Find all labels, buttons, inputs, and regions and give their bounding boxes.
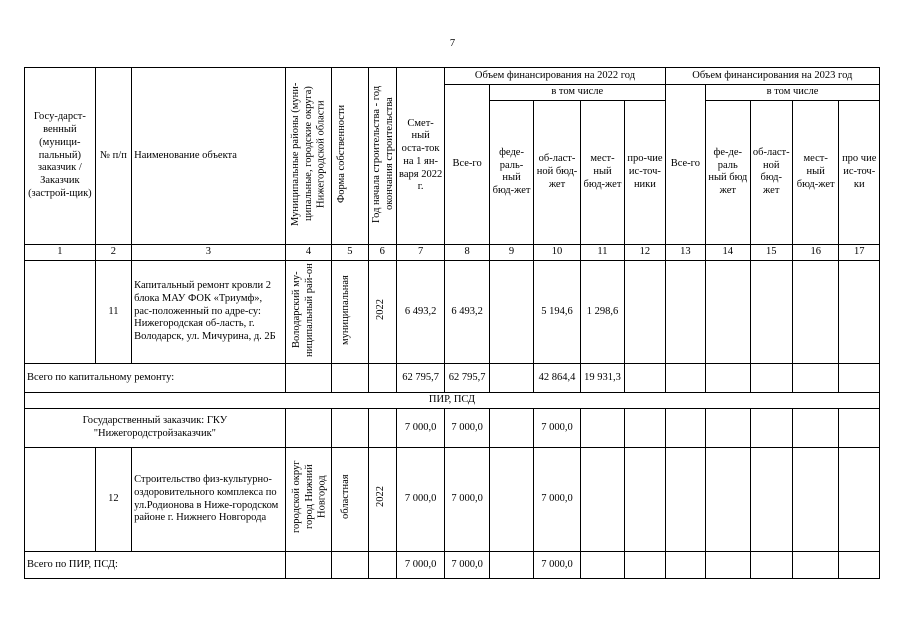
customer-balance: 7 000,0 (396, 409, 445, 448)
column-number-cell: 17 (839, 244, 880, 260)
column-number-cell: 16 (792, 244, 838, 260)
row12-balance: 7 000,0 (396, 448, 445, 552)
header-years (368, 68, 396, 245)
row11-district-text: Володарский му-ниципальный рай-он (291, 262, 316, 357)
total-capital-reg: 42 864,4 (534, 364, 580, 393)
row11-customer (25, 260, 96, 364)
row12-name: Строительство физ-культурно-оздоровительного комплекса по ул.Родионова в Ниже-городском районе г. Нижнего Новгорода (132, 448, 286, 552)
header-fin-2022: Объем финансирования на 2022 год (445, 68, 665, 85)
header-fed-2023: фе-де-раль ный бюд жет (706, 100, 750, 244)
total-pir-label: Всего по ПИР, ПСД: (25, 551, 286, 578)
row12-ownership-text: областная (339, 474, 351, 520)
row11-name: Капитальный ремонт кровли 2 блока МАУ ФОК «Триумф», рас-положенный по адре-су: Нижегородская об-ласть, г. Володарск, ул. Мичурина, д. 2Б (132, 260, 286, 364)
row11-reg: 5 194,6 (534, 260, 580, 364)
page-number: 7 (449, 38, 456, 49)
column-number-cell: 11 (580, 244, 624, 260)
column-number-cell: 12 (625, 244, 665, 260)
header-total-2022: Все-го (445, 85, 489, 245)
row11-district (285, 260, 331, 364)
column-number-cell: 14 (706, 244, 750, 260)
row12-customer (25, 448, 96, 552)
row11-years-text: 2022 (375, 299, 387, 321)
header-oth-2023: про чие ис-точ-ки (839, 100, 880, 244)
row11-num: 11 (95, 260, 131, 364)
row11-years (368, 260, 396, 364)
section-pir-row (25, 393, 880, 409)
total-pir-total: 7 000,0 (445, 551, 489, 578)
header-total-2023: Все-го (665, 85, 705, 245)
header-reg-2023: об-ласт-ной бюд-жет (750, 100, 792, 244)
header-ownership (332, 68, 368, 245)
total-pir-reg: 7 000,0 (534, 551, 580, 578)
total-capital-total: 62 795,7 (445, 364, 489, 393)
header-district (285, 68, 331, 245)
total-capital-row (25, 364, 880, 393)
row11-ownership (332, 260, 368, 364)
header-years-text: Год начала строительства - год окончания строительства (370, 84, 395, 223)
row11-balance: 6 493,2 (396, 260, 445, 364)
header-loc-2022: мест-ный бюд-жет (580, 100, 624, 244)
total-capital-balance: 62 795,7 (396, 364, 445, 393)
total-pir-balance: 7 000,0 (396, 551, 445, 578)
row12-district-text: городской округ город Нижний Новгород (291, 460, 329, 534)
row12-total: 7 000,0 (445, 448, 489, 552)
column-number-cell: 10 (534, 244, 580, 260)
row11-total: 6 493,2 (445, 260, 489, 364)
object-row-11 (25, 260, 880, 364)
total-capital-label: Всего по капитальному ремонту: (25, 364, 286, 393)
column-number-cell: 13 (665, 244, 705, 260)
header-name: Наименование объекта (132, 68, 286, 245)
column-number-cell: 4 (285, 244, 331, 260)
total-pir-row (25, 551, 880, 578)
header-balance: Смет-ный оста-ток на 1 ян-варя 2022 г. (396, 68, 445, 245)
header-incl-2023: в том числе (706, 85, 880, 101)
total-capital-loc: 19 931,3 (580, 364, 624, 393)
financing-table (24, 67, 880, 579)
row11-fed (489, 260, 533, 364)
row11-oth (625, 260, 665, 364)
row12-reg: 7 000,0 (534, 448, 580, 552)
customer-label: Государственный заказчик: ГКУ "Нижегородстройзаказчик" (25, 409, 286, 448)
header-oth-2022: про-чие ис-точ-ники (625, 100, 665, 244)
header-incl-2022: в том числе (489, 85, 665, 101)
column-number-cell: 9 (489, 244, 533, 260)
row12-ownership (332, 448, 368, 552)
column-number-cell: 15 (750, 244, 792, 260)
object-row-12 (25, 448, 880, 552)
column-number-cell: 7 (396, 244, 445, 260)
header-district-text: Муниципальные районы (муни-ципальные, городские округа) Нижегородской области (290, 81, 328, 226)
row12-years (368, 448, 396, 552)
column-number-cell: 6 (368, 244, 396, 260)
row12-num: 12 (95, 448, 131, 552)
column-numbers-row (25, 244, 880, 260)
row12-years-text: 2022 (375, 486, 387, 508)
header-fed-2022: феде-раль-ный бюд-жет (489, 100, 533, 244)
header-fin-2023: Объем финансирования на 2023 год (665, 68, 879, 85)
row12-district (285, 448, 331, 552)
header-customer: Госу-дарст-венный (муници-пальный) заказчик / Заказчик (застрой-щик) (25, 68, 96, 245)
column-number-cell: 5 (332, 244, 368, 260)
header-row-1 (25, 68, 880, 85)
customer-row (25, 409, 880, 448)
header-num: № п/п (95, 68, 131, 245)
column-number-cell: 2 (95, 244, 131, 260)
header-reg-2022: об-ласт-ной бюд-жет (534, 100, 580, 244)
header-loc-2023: мест-ный бюд-жет (792, 100, 838, 244)
header-ownership-text: Форма собственности (335, 104, 347, 203)
section-pir-label: ПИР, ПСД (25, 393, 880, 409)
row11-ownership-text: муниципальная (339, 274, 351, 345)
customer-reg: 7 000,0 (534, 409, 580, 448)
row11-loc: 1 298,6 (580, 260, 624, 364)
column-number-cell: 3 (132, 244, 286, 260)
column-number-cell: 8 (445, 244, 489, 260)
column-number-cell: 1 (25, 244, 96, 260)
customer-total: 7 000,0 (445, 409, 489, 448)
